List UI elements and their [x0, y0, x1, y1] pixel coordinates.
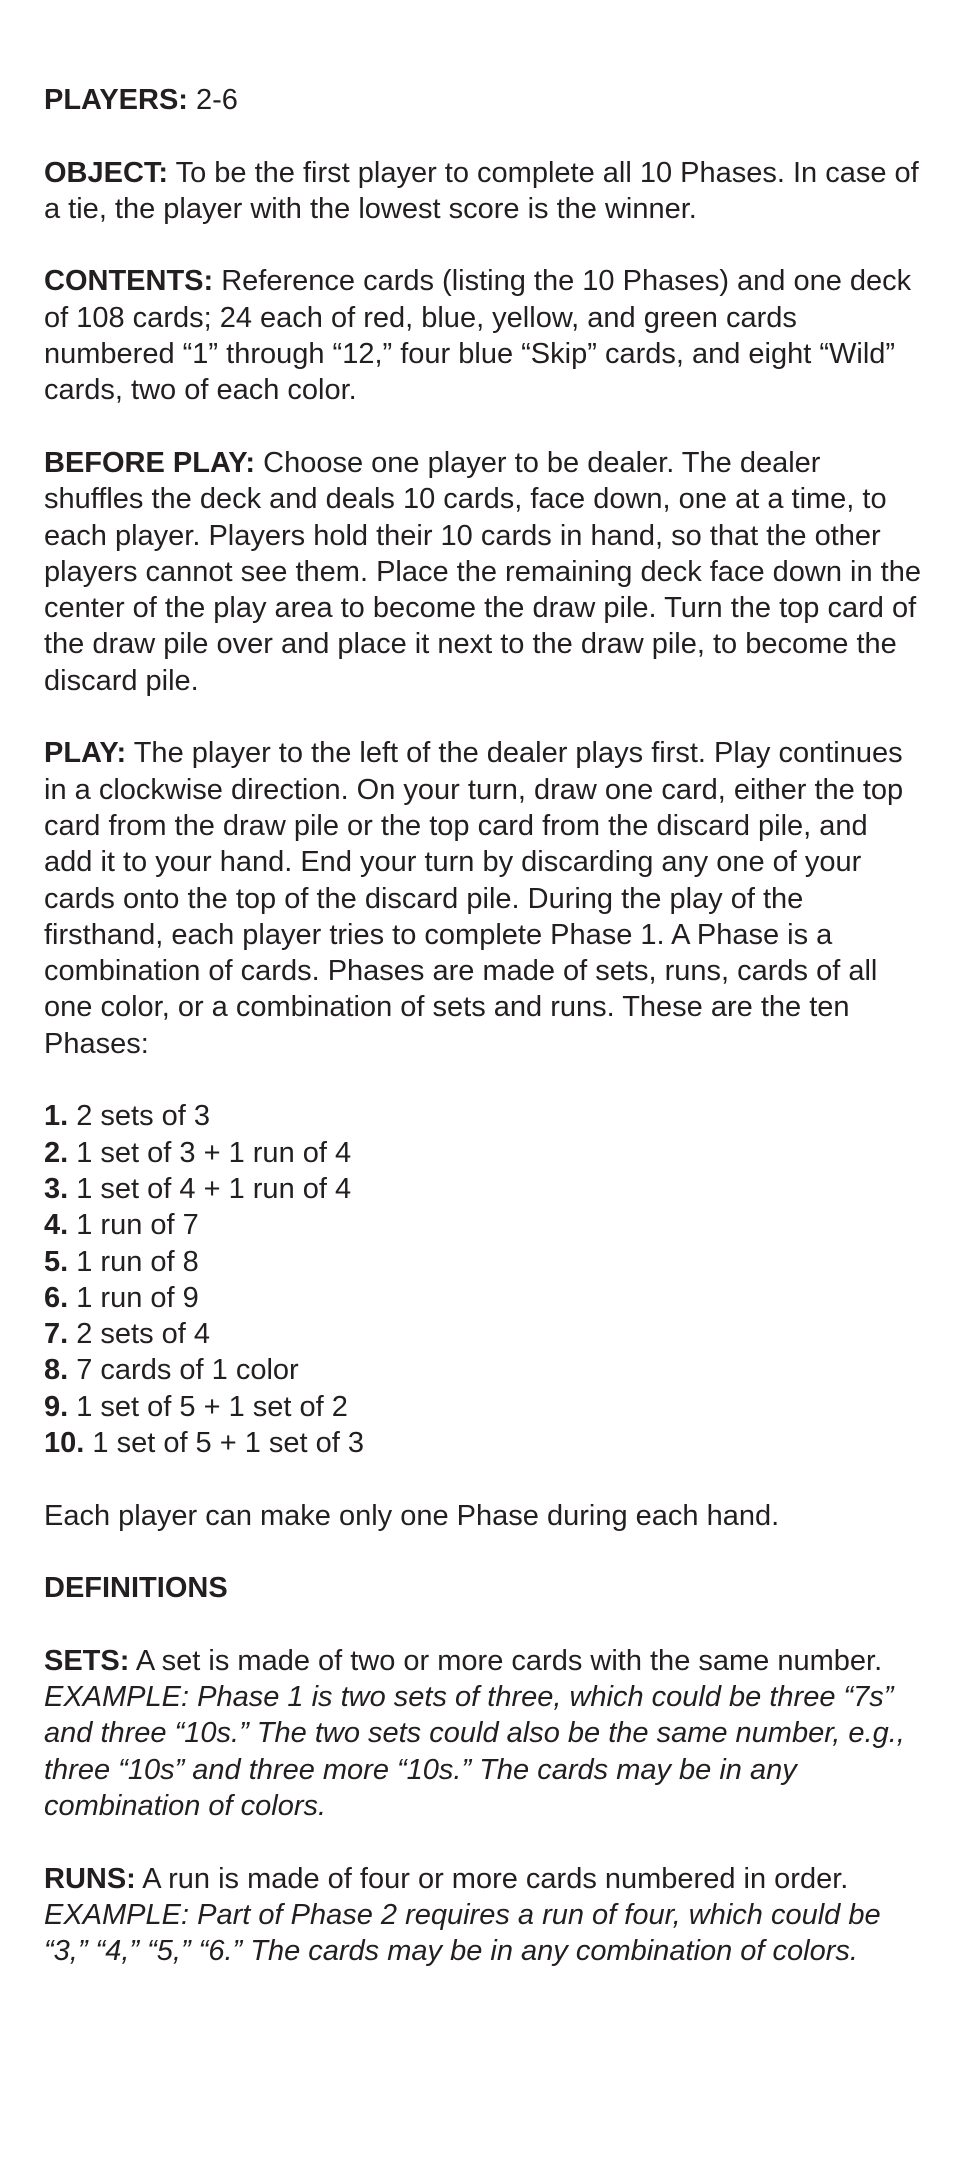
before-play-label: BEFORE PLAY:: [44, 446, 256, 479]
phase-text: 1 set of 4 + 1 run of 4: [68, 1172, 352, 1205]
contents-text: Reference cards (listing the 10 Phases) and one deck of 108 cards; 24 each of red, blue, yellow, and green cards numbered “1” through “12,” four blue “Skip” cards, and eight “Wild” cards, two of each color.: [44, 265, 912, 407]
phase-text: 1 set of 5 + 1 set of 3: [84, 1426, 365, 1459]
phase-list: [44, 1098, 924, 1461]
sets-definition: [44, 1643, 924, 1824]
object-section: [44, 155, 924, 228]
phase-item: [44, 1389, 924, 1425]
phase-item: [44, 1280, 924, 1316]
phase-number: 8.: [44, 1354, 69, 1387]
phase-number: 1.: [44, 1100, 69, 1133]
phase-text: 1 run of 9: [68, 1281, 199, 1314]
phase-item: [44, 1207, 924, 1243]
phase-item: [44, 1244, 924, 1280]
phase-text: 1 run of 7: [68, 1209, 199, 1242]
runs-example: EXAMPLE: Part of Phase 2 requires a run of four, which could be “3,” “4,” “5,” “6.” The cards may be in any combination of colors.: [44, 1898, 881, 1968]
players-section: [44, 82, 924, 118]
rules-page: [44, 82, 924, 2006]
phase-item: [44, 1135, 924, 1171]
play-text: The player to the left of the dealer plays first. Play continues in a clockwise direction. On your turn, draw one card, either the top card from the draw pile or the top card from the discard pile, and add it to your hand. End your turn by discarding any one of your cards onto the top of the discard pile. During the play of the firsthand, each player tries to complete Phase 1. A Phase is a combination of cards. Phases are made of sets, runs, cards of all one color, or a combination of sets and runs. These are the ten Phases:: [44, 737, 904, 1060]
phase-item: [44, 1425, 924, 1461]
phase-number: 9.: [44, 1390, 69, 1423]
phase-item: [44, 1171, 924, 1207]
phase-item: [44, 1316, 924, 1352]
runs-definition: [44, 1861, 924, 1970]
object-text: To be the first player to complete all 10 Phases. In case of a tie, the player with the lowest score is the winner.: [44, 156, 919, 225]
players-label: PLAYERS:: [44, 84, 188, 116]
play-section: [44, 735, 924, 1062]
phase-text: 7 cards of 1 color: [68, 1354, 299, 1387]
phase-text: 1 set of 5 + 1 set of 2: [68, 1390, 348, 1423]
phase-text: 1 set of 3 + 1 run of 4: [68, 1136, 352, 1169]
before-play-text: Choose one player to be dealer. The dealer shuffles the deck and deals 10 cards, face down, one at a time, to each player. Players hold their 10 cards in hand, so that the other players cannot see them. Place the remaining deck face down in the center of the play area to become the draw pile. Turn the top card of the draw pile over and place it next to the draw pile, to become the discard pile.: [44, 446, 921, 697]
phase-item: [44, 1352, 924, 1388]
phase-text: 1 run of 8: [68, 1245, 199, 1278]
contents-section: [44, 263, 924, 408]
runs-label: RUNS:: [44, 1862, 136, 1895]
sets-label: SETS:: [44, 1644, 130, 1677]
one-phase-note: Each player can make only one Phase during each hand.: [44, 1499, 780, 1532]
phase-text: 2 sets of 3: [68, 1100, 211, 1133]
contents-label: CONTENTS:: [44, 265, 214, 298]
definitions-heading: DEFINITIONS: [44, 1572, 228, 1605]
phase-item: [44, 1098, 924, 1134]
phase-number: 7.: [44, 1318, 69, 1351]
phase-number: 3.: [44, 1172, 69, 1205]
play-label: PLAY:: [44, 737, 127, 770]
phase-number: 4.: [44, 1209, 69, 1242]
phase-number: 2.: [44, 1136, 69, 1169]
phase-text: 2 sets of 4: [68, 1318, 211, 1351]
before-play-section: [44, 445, 924, 699]
phase-number: 6.: [44, 1281, 69, 1314]
sets-example: EXAMPLE: Phase 1 is two sets of three, which could be three “7s” and three “10s.” The two sets could also be the same number, e.g., three “10s” and three more “10s.” The cards may be in any combination of colors.: [44, 1681, 905, 1822]
runs-text: A run is made of four or more cards numbered in order.: [135, 1862, 849, 1895]
sets-text: A set is made of two or more cards with the same number.: [129, 1644, 883, 1677]
players-text: 2-6: [187, 84, 238, 116]
phase-number: 10.: [44, 1426, 85, 1459]
object-label: OBJECT:: [44, 156, 169, 189]
phase-number: 5.: [44, 1245, 69, 1278]
